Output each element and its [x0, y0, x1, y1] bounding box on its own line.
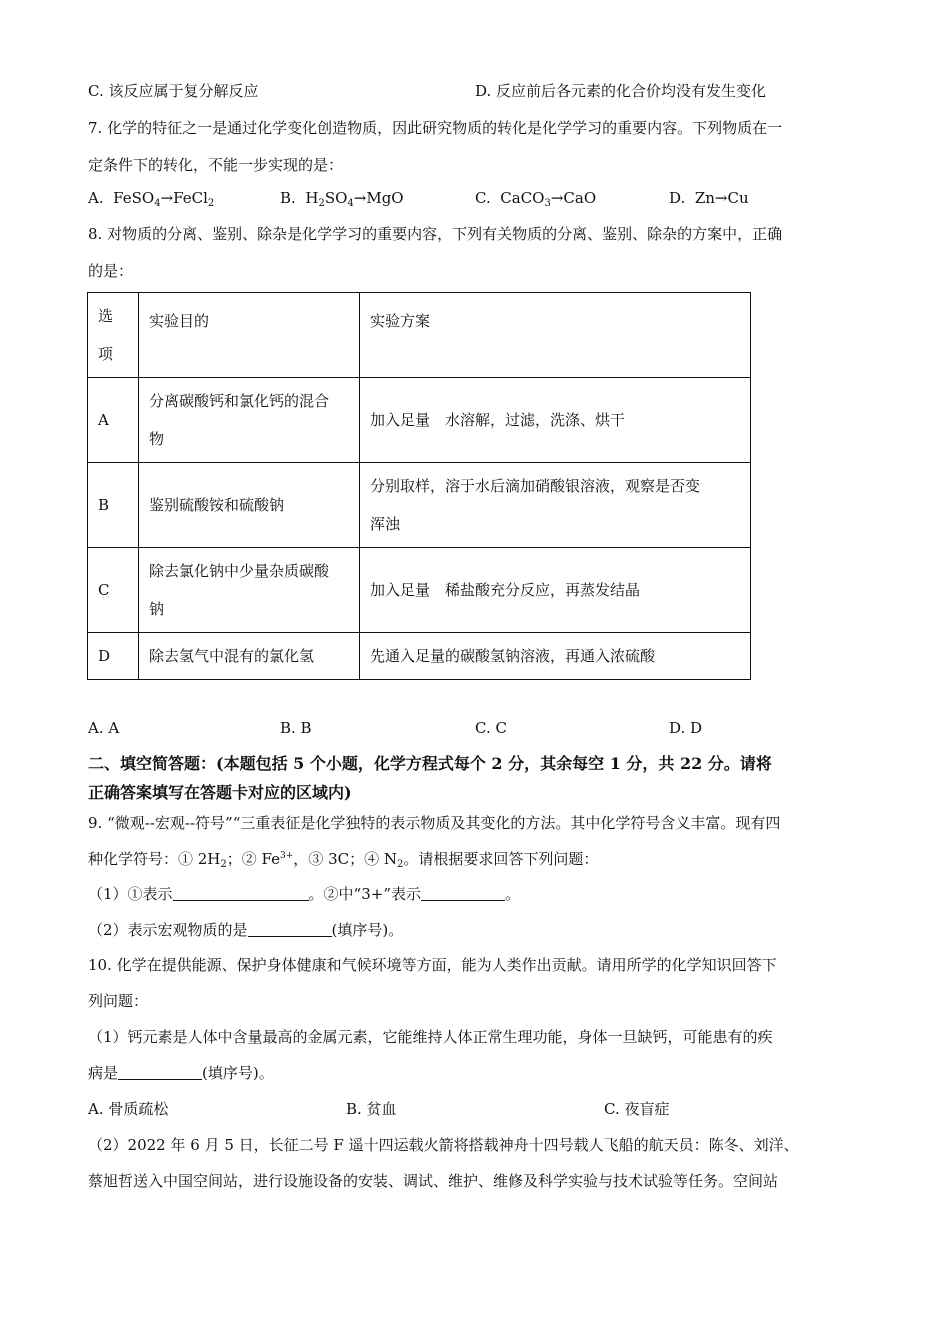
q10-stem-line1: 10. 化学在提供能源、保护身体健康和气候环境等方面，能为人类作出贡献。请用所学的化学知识回答下 — [88, 956, 777, 974]
q10-sub1-line2: 病是 (填序号)。 — [88, 1064, 274, 1082]
q10-sub2-line2: 蔡旭哲送入中国空间站，进行设施设备的安装、调试、维护、维修及科学实验与技术试验等任务。空间站 — [88, 1172, 779, 1190]
row-goal: 除去氢气中混有的氯化氢 — [139, 633, 360, 680]
answer-blank[interactable] — [118, 1064, 202, 1080]
q8-answer-c: C. C — [475, 719, 507, 737]
q10-stem-line2: 列问题： — [88, 992, 149, 1010]
section-heading-line1: 二、填空简答题：(本题包括 5 个小题，化学方程式每个 2 分，其余每空 1 分，共 22 分。请将 — [88, 754, 772, 773]
q8-stem-line2: 的是： — [88, 262, 134, 280]
table-row — [88, 463, 751, 548]
row-plan: 先通入足量的碳酸氢钠溶液，再通入浓硫酸 — [360, 633, 751, 680]
q10-sub2-line1: （2）2022 年 6 月 5 日，长征二号 F 遥十四运载火箭将搭载神舟十四号载人飞船的航天员：陈冬、刘洋、 — [88, 1136, 799, 1154]
q8-answer-d: D. D — [669, 719, 703, 737]
q8-answer-b: B. B — [280, 719, 312, 737]
table-row — [88, 633, 751, 680]
row-goal: 分离碳酸钙和氯化钙的混合 物 — [139, 378, 360, 463]
section-heading-line2: 正确答案填写在答题卡对应的区域内) — [88, 783, 352, 802]
row-plan: 分别取样，溶于水后滴加硝酸银溶液，观察是否变 浑浊 — [360, 463, 751, 548]
q10-option-a: A. 骨质疏松 — [88, 1100, 169, 1118]
row-goal: 除去氯化钠中少量杂质碳酸 钠 — [139, 548, 360, 633]
q6-option-d: D. 反应前后各元素的化合价均没有发生变化 — [475, 82, 767, 100]
row-option: A — [88, 378, 139, 463]
row-plan: 加入足量 水溶解，过滤，洗涤、烘干 — [360, 378, 751, 463]
q9-sub2: （2）表示宏观物质的是 (填序号)。 — [88, 921, 404, 939]
q9-stem-line2: 种化学符号：① $2H_2$；② $Fe^{3+}$，③ 3C；④ $N_2$。请根据要求回答下列问题： — [88, 850, 599, 870]
q7-option-d: D. Zn→Cu — [669, 189, 749, 207]
answer-blank[interactable] — [421, 885, 505, 901]
q7-stem-line2: 定条件下的转化，不能一步实现的是： — [88, 156, 344, 174]
q7-option-b: B. $H_2SO_4\to MgO$ — [280, 189, 404, 209]
row-option: B — [88, 463, 139, 548]
q8-stem-line1: 8. 对物质的分离、鉴别、除杂是化学学习的重要内容，下列有关物质的分离、鉴别、除杂的方案中，正确 — [88, 225, 783, 243]
table-row — [88, 378, 751, 463]
q10-option-b: B. 贫血 — [346, 1100, 397, 1118]
header-goal: 实验目的 — [139, 293, 360, 378]
q7-option-c: C. CaCO$_3$→CaO — [475, 189, 597, 209]
q8-answer-a: A. A — [88, 719, 120, 737]
q9-stem-line1: 9. “微观--宏观--符号”“三重表征是化学独特的表示物质及其变化的方法。其中化学符号含义丰富。现有四 — [88, 814, 781, 832]
table-row — [88, 548, 751, 633]
q10-option-c: C. 夜盲症 — [604, 1100, 670, 1118]
row-option: D — [88, 633, 139, 680]
q9-sub1: （1）①表示 。②中“3+”表示 。 — [88, 885, 521, 903]
q6-option-c: C. 该反应属于复分解反应 — [88, 82, 259, 100]
table-header-row — [88, 293, 751, 378]
q10-sub1-line1: （1）钙元素是人体中含量最高的金属元素，它能维持人体正常生理功能，身体一旦缺钙，可能患有的疾 — [88, 1028, 773, 1046]
q7-stem-line1: 7. 化学的特征之一是通过化学变化创造物质，因此研究物质的转化是化学学习的重要内容。下列物质在一 — [88, 119, 783, 137]
header-option: 选 项 — [88, 293, 139, 378]
header-plan: 实验方案 — [360, 293, 751, 378]
row-option: C — [88, 548, 139, 633]
row-goal: 鉴别硫酸铵和硫酸钠 — [139, 463, 360, 548]
answer-blank[interactable] — [248, 921, 332, 937]
q7-option-a: A. FeSO$_4$→FeCl$_2$ — [88, 189, 215, 209]
answer-blank[interactable] — [173, 885, 309, 901]
row-plan: 加入足量 稀盐酸充分反应，再蒸发结晶 — [360, 548, 751, 633]
experiment-table — [87, 292, 751, 680]
